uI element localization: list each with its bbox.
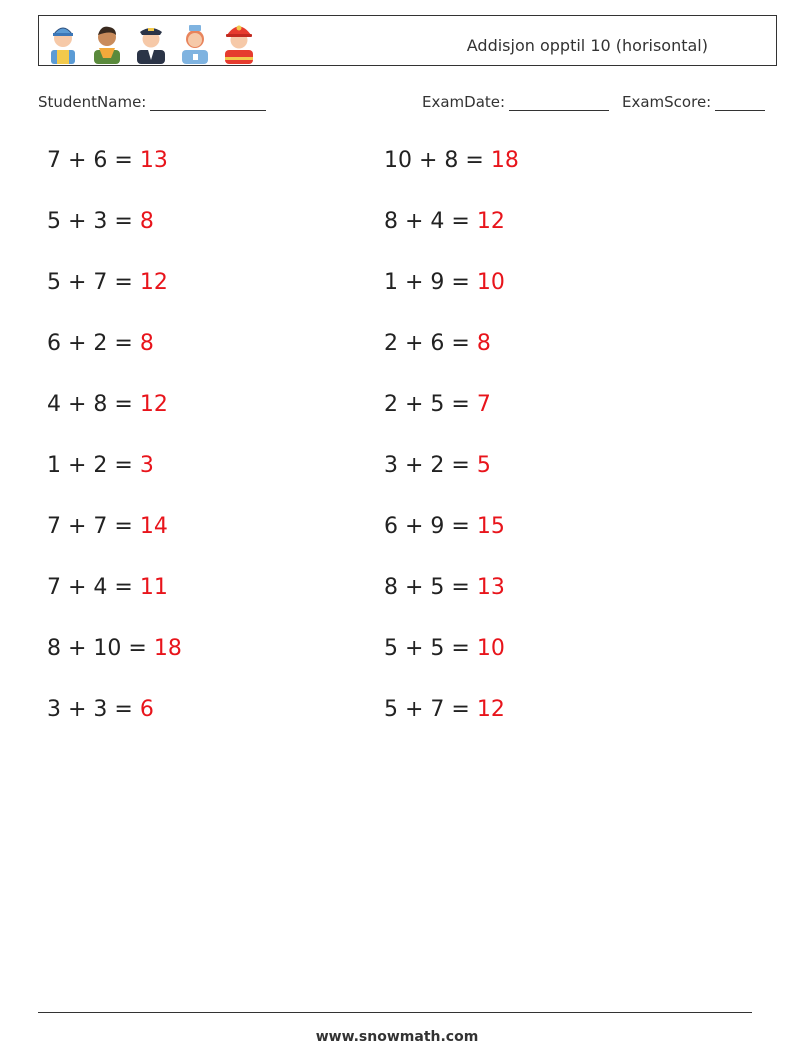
problem-item <box>384 392 491 417</box>
problem-item <box>384 148 519 173</box>
problem-question: 5 + 5 = <box>384 636 477 661</box>
problem-question: 5 + 7 = <box>384 697 477 722</box>
problem-item <box>47 697 154 722</box>
problem-question: 3 + 2 = <box>384 453 477 478</box>
problem-item <box>47 453 154 478</box>
problem-answer: 11 <box>139 575 168 600</box>
worksheet-title: Addisjon opptil 10 (horisontal) <box>466 36 708 55</box>
problem-answer: 3 <box>139 453 154 478</box>
problem-item <box>384 636 505 661</box>
problem-item <box>47 209 154 234</box>
problem-question: 10 + 8 = <box>384 148 491 173</box>
worksheet-header <box>38 15 777 66</box>
footer-url: www.snowmath.com <box>315 1029 479 1045</box>
problem-item <box>47 575 168 600</box>
problem-item <box>384 209 505 234</box>
problem-answer: 18 <box>490 148 519 173</box>
problem-question: 8 + 4 = <box>384 209 477 234</box>
problem-question: 8 + 5 = <box>384 575 477 600</box>
problem-answer: 5 <box>476 453 491 478</box>
problem-question: 7 + 4 = <box>47 575 140 600</box>
exam-date-label: ExamDate: <box>422 93 506 111</box>
scarf-person-avatar-icon <box>89 18 125 64</box>
exam-date-blank <box>509 96 609 111</box>
problem-answer: 15 <box>476 514 505 539</box>
problem-answer: 12 <box>139 392 168 417</box>
student-name-blank <box>150 96 266 111</box>
problem-answer: 8 <box>139 331 154 356</box>
pilot-avatar-icon <box>133 18 169 64</box>
problem-item <box>47 392 168 417</box>
problem-question: 1 + 2 = <box>47 453 140 478</box>
problem-question: 2 + 5 = <box>384 392 477 417</box>
problem-answer: 8 <box>476 331 491 356</box>
problem-answer: 10 <box>476 636 505 661</box>
problem-answer: 14 <box>139 514 168 539</box>
problem-question: 5 + 3 = <box>47 209 140 234</box>
student-name-label: StudentName: <box>38 93 147 111</box>
student-name-field <box>38 93 266 111</box>
problem-item <box>384 331 491 356</box>
problem-question: 6 + 2 = <box>47 331 140 356</box>
problem-answer: 12 <box>476 697 505 722</box>
exam-score-label: ExamScore: <box>622 93 712 111</box>
exam-score-field <box>622 93 765 111</box>
problem-item <box>384 697 505 722</box>
problem-item <box>384 453 491 478</box>
footer-divider <box>38 1012 752 1013</box>
problem-question: 2 + 6 = <box>384 331 477 356</box>
problem-item <box>47 331 154 356</box>
exam-date-field <box>422 93 609 111</box>
problem-question: 1 + 9 = <box>384 270 477 295</box>
problem-answer: 18 <box>153 636 182 661</box>
problem-item <box>384 514 505 539</box>
problem-question: 5 + 7 = <box>47 270 140 295</box>
problem-item <box>384 270 505 295</box>
problem-question: 7 + 6 = <box>47 148 140 173</box>
problem-item <box>47 636 182 661</box>
problem-answer: 12 <box>476 209 505 234</box>
problem-answer: 12 <box>139 270 168 295</box>
nurse-avatar-icon <box>177 18 213 64</box>
problem-answer: 7 <box>476 392 491 417</box>
problem-answer: 13 <box>139 148 168 173</box>
problem-question: 4 + 8 = <box>47 392 140 417</box>
problem-question: 3 + 3 = <box>47 697 140 722</box>
problem-question: 7 + 7 = <box>47 514 140 539</box>
problem-answer: 8 <box>139 209 154 234</box>
problem-item <box>47 270 168 295</box>
problem-answer: 10 <box>476 270 505 295</box>
problem-item <box>47 514 168 539</box>
problem-item <box>47 148 168 173</box>
exam-score-blank <box>715 96 765 111</box>
problem-item <box>384 575 505 600</box>
avatar-strip <box>45 18 257 64</box>
problem-answer: 13 <box>476 575 505 600</box>
problem-question: 8 + 10 = <box>47 636 154 661</box>
firefighter-avatar-icon <box>221 18 257 64</box>
worker-avatar-icon <box>45 18 81 64</box>
problem-answer: 6 <box>139 697 154 722</box>
problem-question: 6 + 9 = <box>384 514 477 539</box>
